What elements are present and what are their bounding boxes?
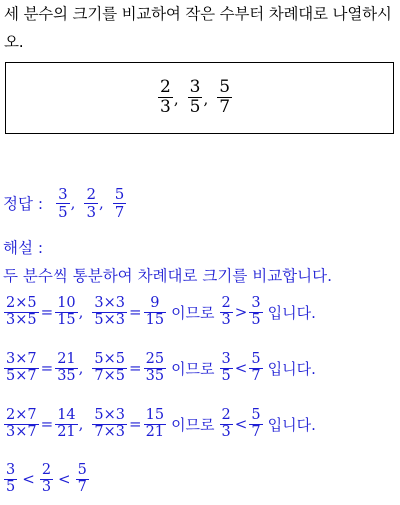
comma: ,: [78, 414, 84, 433]
comma: ,: [78, 302, 84, 321]
connective: 이므로: [171, 415, 215, 434]
fraction: $\frac{3\times 7}{5\times 7}$: [6, 351, 37, 384]
comparison-sign: <: [234, 415, 248, 434]
fraction: $\frac{5\times 3}{7\times 3}$: [94, 407, 126, 440]
fraction: $\frac{5}{7}$: [251, 407, 261, 440]
sentence-end: 입니다.: [267, 359, 316, 378]
comma: ,: [70, 194, 76, 212]
fraction: $\frac{2\times 7}{3\times 7}$: [6, 407, 37, 440]
equals-sign: =: [129, 415, 142, 434]
fraction: $\frac{3}{5}$: [6, 462, 16, 495]
explanation-label: 해설 :: [3, 239, 44, 257]
fraction: $\frac{5\times 5}{7\times 5}$: [94, 351, 126, 384]
fraction: $\frac{5}{7}$: [251, 351, 261, 384]
comparison-sign: <: [22, 470, 35, 489]
comma: ,: [98, 194, 104, 212]
question-text: 세 분수의 크기를 비교하여 작은 수부터 차례대로 나열하시오.: [4, 5, 392, 51]
final-ordering: [3, 463, 90, 496]
comma: ,: [203, 90, 209, 109]
equals-sign: =: [40, 415, 54, 434]
fraction: $\frac{2}{3}$: [41, 462, 52, 495]
fraction: $\frac{2}{3}$: [221, 407, 231, 440]
comma: ,: [173, 90, 179, 109]
equals-sign: =: [40, 303, 54, 322]
answer-fraction-3: $\frac{5}{7}$: [114, 185, 125, 221]
fraction: $\frac{5}{7}$: [77, 462, 87, 495]
comma: ,: [78, 358, 84, 377]
fraction: $\frac{15}{21}$: [145, 407, 165, 440]
fraction: $\frac{2}{3}$: [221, 295, 231, 328]
comparison-sign: >: [234, 303, 248, 322]
answer-label: 정답 :: [3, 195, 44, 213]
comparison-sign: <: [58, 470, 71, 489]
given-fraction-3: $\frac{5}{7}$: [219, 77, 231, 117]
sentence-end: 입니다.: [267, 415, 316, 434]
fraction: $\frac{25}{35}$: [145, 351, 165, 384]
fraction: $\frac{9}{15}$: [145, 295, 165, 328]
fraction: $\frac{21}{35}$: [57, 351, 76, 384]
equals-sign: =: [129, 359, 142, 378]
given-fraction-1: $\frac{2}{3}$: [160, 77, 171, 117]
explanation-intro: 두 분수씩 통분하여 차례대로 크기를 비교합니다.: [3, 267, 333, 285]
answer-fraction-1: $\frac{3}{5}$: [58, 185, 68, 221]
answer-fraction-2: $\frac{2}{3}$: [86, 185, 96, 221]
fraction: $\frac{3}{5}$: [221, 351, 231, 384]
fraction: $\frac{14}{21}$: [57, 407, 76, 440]
equals-sign: =: [129, 303, 142, 322]
connective: 이므로: [171, 359, 215, 378]
comparison-sign: <: [234, 359, 248, 378]
fraction: $\frac{2\times 5}{3\times 5}$: [6, 295, 37, 328]
connective: 이므로: [171, 303, 215, 322]
explanation-step-3: [3, 408, 320, 441]
fraction: $\frac{3\times 3}{5\times 3}$: [94, 295, 126, 328]
equals-sign: =: [40, 359, 54, 378]
fraction: $\frac{3}{5}$: [251, 295, 261, 328]
given-fractions: [157, 78, 233, 116]
given-fraction-2: $\frac{3}{5}$: [189, 77, 201, 117]
answer-row: [3, 186, 127, 220]
sentence-end: 입니다.: [267, 303, 316, 322]
explanation-step-1: [3, 296, 320, 329]
explanation-step-2: [3, 352, 320, 385]
fraction: $\frac{10}{15}$: [57, 295, 76, 328]
